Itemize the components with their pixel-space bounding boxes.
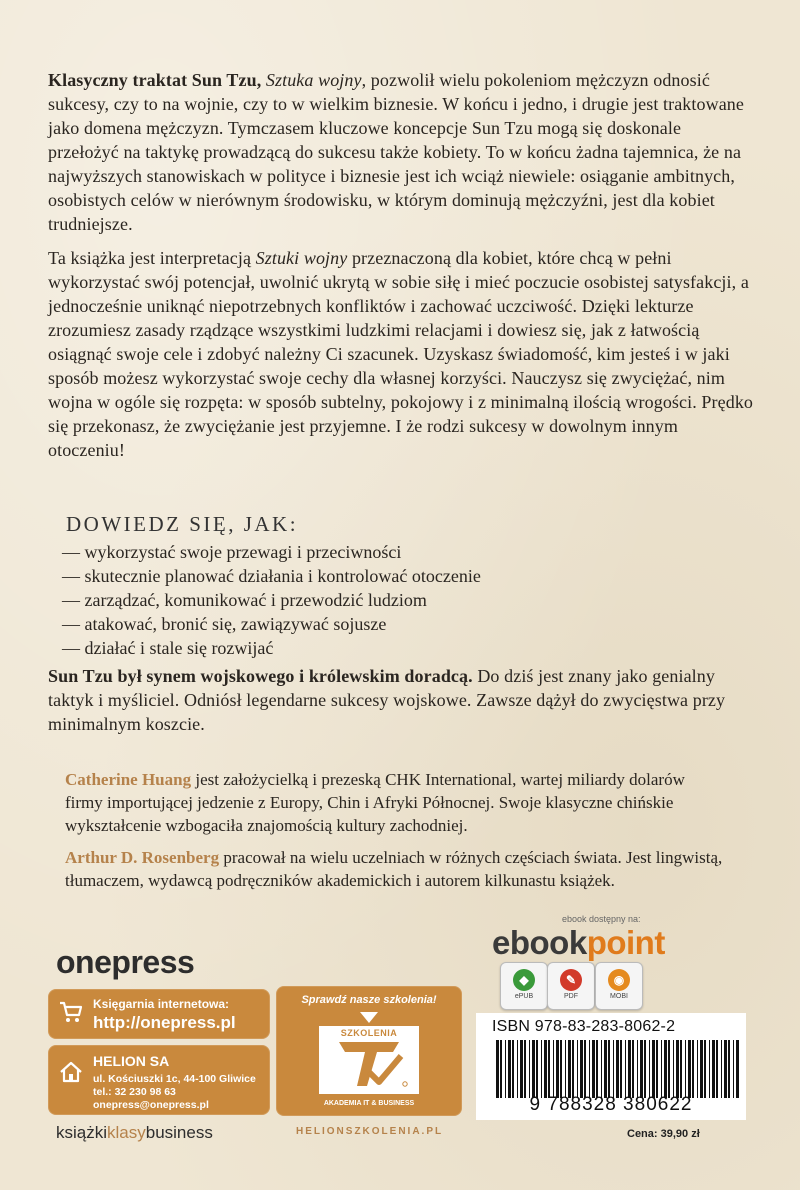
tagline-part: business [145,1123,213,1142]
p2-start: Ta książka jest interpretacją [48,248,256,268]
pdf-icon: ✎ [560,969,582,991]
main-paragraph [48,246,756,462]
intro-text: , pozwolił wielu pokoleniom mężczyzn odnosić sukcesy, czy to na wojnie, czy to w wielkim biznesie. W końcu i jedno, i drugie jest traktowane jako domena mężczyzn. Tymczasem kluczowe koncepcje Sun Tzu mogą się doskonale przełożyć na taktykę prowadzącą do sukcesu także kobiety. To w końcu żadna tajemnica, że na najwyższych stanowiskach w polityce i biznesie jest ich wciąż niewiele: osiąganie ambitnych, osobistych celów w nierównym środowisku, w którym dominują mężczyźni, jest dla kobiet trudniejsze. [48,70,744,234]
epub-icon: ◆ [513,969,535,991]
sun-tzu-bold: Sun Tzu był synem wojskowego i królewskim doradcą. [48,666,473,686]
helion-name: HELION SA [93,1053,170,1069]
list-item: — zarządzać, komunikować i przewodzić ludziom [62,590,427,610]
szkolenia-logo [319,1026,419,1094]
price-label: Cena: 39,90 zł [627,1128,700,1140]
home-icon [58,1059,84,1085]
tagline-part: książki [56,1123,108,1142]
author-bio-text: pracował na wielu uczelniach w różnych częściach świata. Jest lingwistą, tłumaczem, wydawcą podręczników akademickich i autorem kilkunastu książek. [65,848,723,890]
szkolenia-logo-word: SZKOLENIA [340,1028,398,1038]
list-item: — skutecznie planować działania i kontrolować otoczenie [62,566,481,586]
list-item: — wykorzystać swoje przewagi i przeciwności [62,542,402,562]
barcode-image [494,1040,744,1098]
how-heading: DOWIEDZ SIĘ, JAK: [66,512,299,536]
list-item: — działać i stale się rozwijać [62,638,274,658]
ebookpoint-logo-accent: point [586,924,665,961]
helion-address: ul. Kościuszki 1c, 44-100 Gliwice [93,1073,256,1085]
barcode-digits: 9 788328 380622 [529,1094,693,1115]
author-name: Arthur D. Rosenberg [65,848,220,867]
training-box[interactable] [276,986,462,1116]
tagline-part: klasy [107,1123,146,1142]
helion-phone: tel.: 32 230 98 63 [93,1086,176,1098]
sun-tzu-paragraph [48,664,756,736]
intro-paragraph [48,68,756,236]
publisher-tagline [56,1123,213,1143]
format-mobi[interactable] [595,962,643,1010]
helion-contact-box [48,1045,270,1115]
helion-t-icon [319,1026,419,1094]
training-url-link[interactable]: HELIONSZKOLENIA.PL [296,1126,444,1137]
format-label: PDF [564,993,578,1000]
shop-url-link[interactable]: http://onepress.pl [93,1013,236,1032]
training-label: Sprawdź nasze szkolenia! [301,994,437,1006]
isbn-text: ISBN 978-83-283-8062-2 [492,1018,676,1035]
sun-tzu-text: Do dziś jest znany jako genialny taktyk i myśliciel. Odniósł legendarne sukcesy wojskowe. Zawsze dążył do zwycięstwa przy minimalnym koszcie. [48,666,726,734]
format-label: ePUB [514,993,534,1000]
author-name: Catherine Huang [65,770,192,789]
onepress-logo: onepress [56,944,195,980]
intro-bold: Klasyczny traktat Sun Tzu, [48,70,262,90]
author-bio-huang [65,768,725,837]
author-bio-text: jest założycielką i prezeską CHK International, wartej miliardy dolarów firmy importującej jedzenie z Europy, Chin i Afryki Północnej. Swoje klasyczne chińskie wykształcenie wzbogaciła znajomością kultury zachodniej. [65,770,685,835]
p2-title: Sztuki wojny [255,248,348,268]
author-bio-rosenberg [65,846,725,892]
helion-email-link[interactable]: onepress@onepress.pl [93,1099,209,1111]
cart-icon [58,999,84,1025]
list-item: — atakować, bronić się, zawiązywać sojusze [62,614,387,634]
intro-title: Sztuka wojny [265,70,362,90]
ebookpoint-logo-main: ebook [492,924,587,961]
format-epub[interactable] [500,962,548,1010]
training-tagline: AKADEMIA IT & BUSINESS [323,1100,415,1107]
format-label: MOBI [610,993,628,1000]
arrow-down-icon [360,1012,378,1023]
ebookpoint-logo[interactable] [492,924,665,962]
how-list [62,540,481,660]
ebook-note: ebook dostępny na: [562,914,641,924]
shop-label: Księgarnia internetowa: [93,997,230,1011]
p2-text: przeznaczoną dla kobiet, które chcą w pełni wykorzystać swój potencjał, uwolnić ukrytą w sobie siłę i mieć poczucie osobistej satysfakcji, a jednocześnie uniknąć niepotrzebnych konfliktów i zachować uczciwość. Dzięki lekturze zrozumiesz zasady rządzące wszystkimi ludzkimi relacjami i dowiesz się, jak z łatwością osiągnąć swoje cele i zdobyć należny Ci szacunek. Uzyskasz świadomość, kim jesteś i w jaki sposób możesz wykorzystać swoje cechy dla własnej korzyści. Nauczysz się zwyciężać, nim wojna w ogóle się rozpęta: w sposób subtelny, pokojowy i z minimalną ilością wrogości. Prędko się przekonasz, że zwyciężanie jest przyjemne. I że rodzi sukcesy w dowolnym innym otoczeniu! [48,248,754,460]
mobi-icon: ◉ [608,969,630,991]
format-pdf[interactable] [547,962,595,1010]
online-shop-box[interactable] [48,989,270,1039]
